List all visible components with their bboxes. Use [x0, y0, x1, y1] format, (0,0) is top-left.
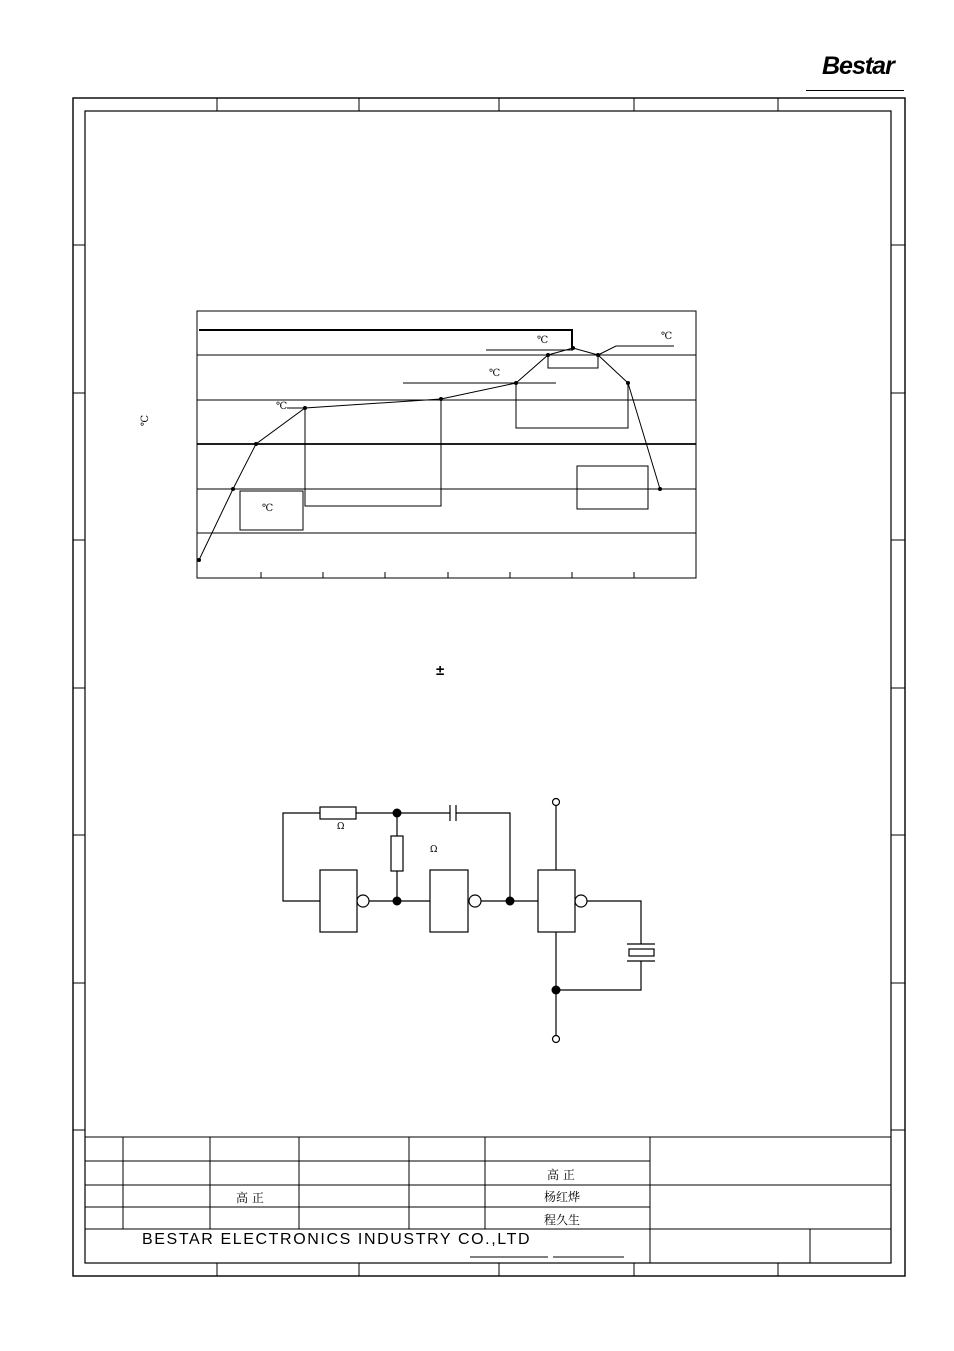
- ohm-label: Ω: [337, 822, 345, 832]
- x-ticks: [261, 572, 634, 578]
- inverter-bubble: [575, 895, 587, 907]
- peak-limit-line: [199, 330, 572, 350]
- chart-annotation: ℃: [276, 401, 288, 412]
- wire: [456, 813, 510, 901]
- chart-annotation: ℃: [489, 368, 501, 379]
- zone-ticks: [73, 98, 905, 1276]
- circuit-diagram: [283, 799, 655, 1043]
- terminal-top: [553, 799, 560, 806]
- preheat-bracket: [305, 399, 441, 506]
- tolerance-symbol: ±: [436, 662, 445, 679]
- drawer-name: 高 正: [236, 1191, 264, 1205]
- cooling-box: [577, 466, 648, 509]
- inverter-3: [538, 870, 575, 932]
- peak-box: [548, 355, 598, 368]
- wire: [587, 901, 641, 944]
- chart-annotation: ℃: [262, 503, 274, 514]
- inverter-bubble: [357, 895, 369, 907]
- checker-name: 高 正: [547, 1168, 575, 1182]
- reflow-bracket: [516, 383, 628, 428]
- inverter-1: [320, 870, 357, 932]
- approver-name: 杨红烨: [544, 1190, 581, 1204]
- inverter-bubble: [469, 895, 481, 907]
- resistor-top: [320, 807, 356, 819]
- ohm-label: Ω: [430, 845, 438, 855]
- logo-underline: [806, 90, 904, 91]
- company-name: BESTAR ELECTRONICS INDUSTRY CO.,LTD: [142, 1231, 532, 1248]
- chart-annotation: ℃: [661, 331, 673, 342]
- leader-line: [598, 346, 674, 355]
- buzzer-element: [629, 949, 654, 956]
- reflow-chart: [197, 311, 696, 578]
- chart-annotation: ℃: [537, 335, 549, 346]
- chart-ylabel: ℃: [140, 414, 152, 427]
- manager-name: 程久生: [544, 1213, 581, 1227]
- inverter-2: [430, 870, 468, 932]
- outer-frame: [73, 98, 905, 1276]
- wire: [556, 961, 641, 990]
- resistor-vertical: [391, 836, 403, 871]
- wire: [283, 813, 320, 901]
- terminal-bottom: [553, 1036, 560, 1043]
- profile-curve: [199, 348, 660, 560]
- inner-border: [85, 111, 891, 1263]
- bestar-logo: Bestar: [822, 52, 894, 80]
